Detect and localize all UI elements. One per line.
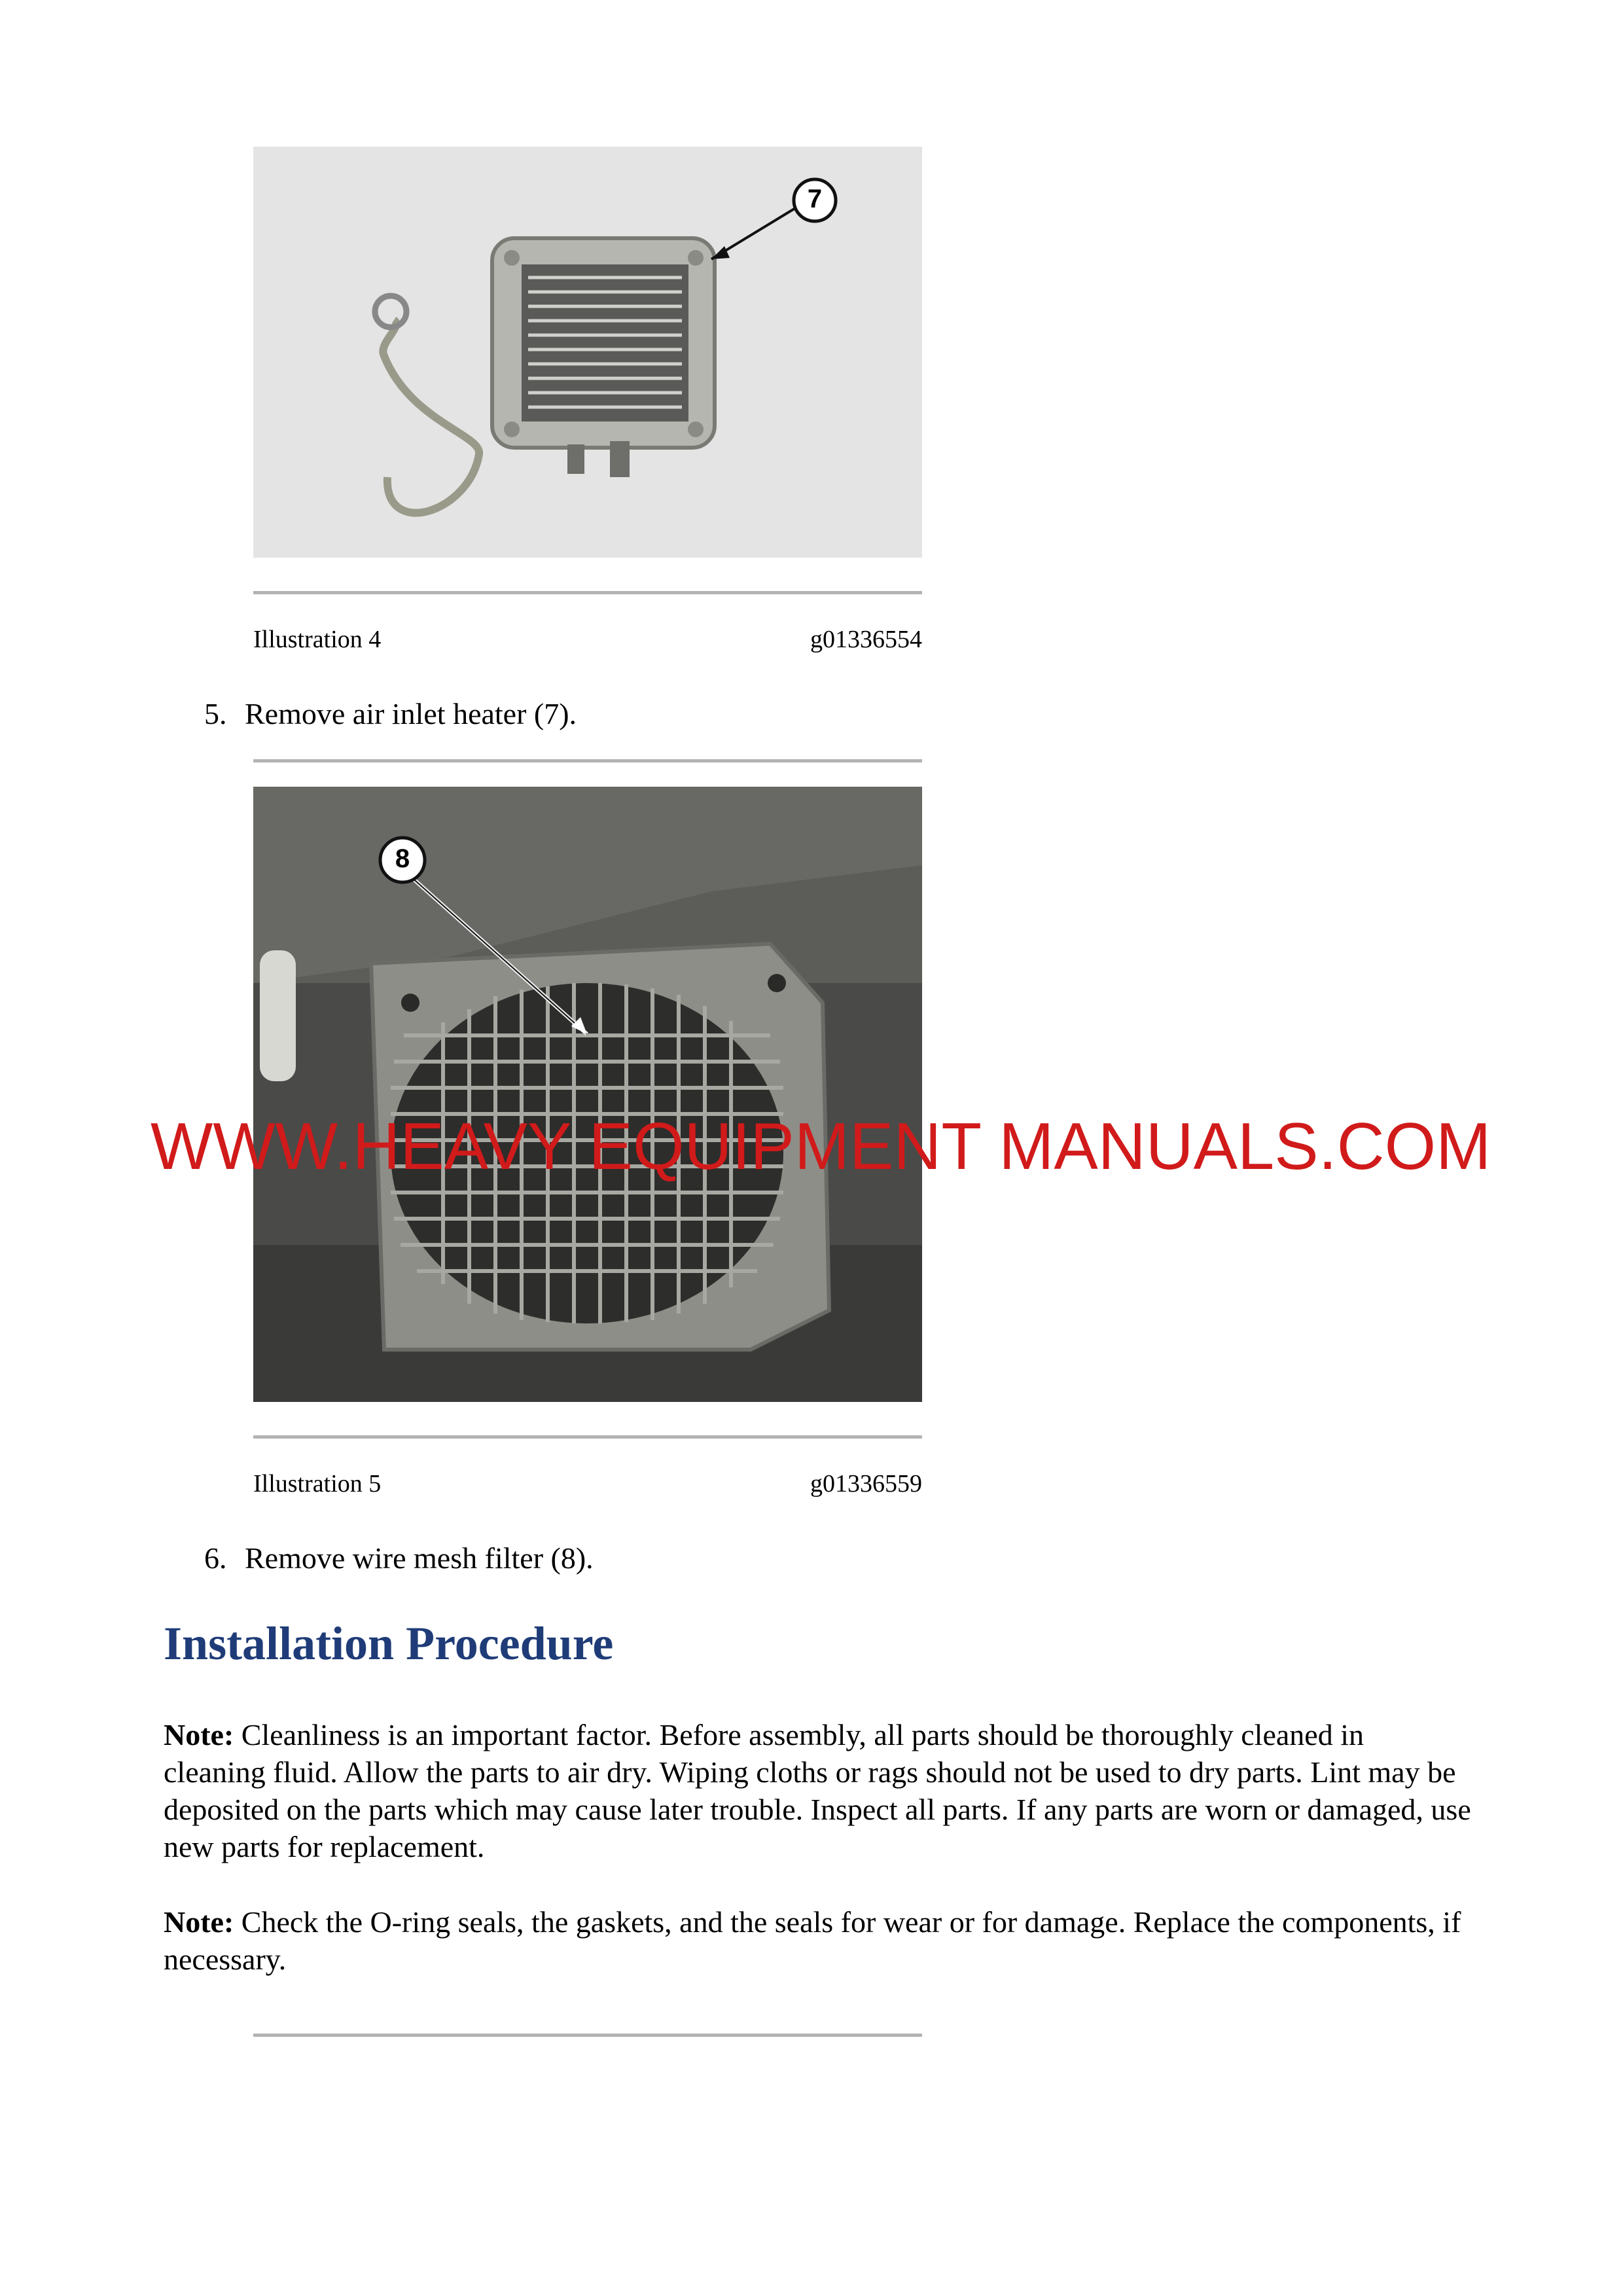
watermark: WWW.HEAVY EQUIPMENT MANUALS.COM: [151, 1110, 1491, 1183]
illustration-5-code: g01336559: [810, 1470, 922, 1498]
rule-above-caption-5: [253, 1435, 922, 1439]
note-cleanliness-label: Note:: [164, 1718, 234, 1751]
illustration-5-label: Illustration 5: [253, 1470, 382, 1498]
note-cleanliness-text: Cleanliness is an important factor. Before assembly, all parts should be thoroughly cleaned in cleaning fluid. Allow the parts to air dry. Wiping cloths or rags should not be used to dry parts. Lint may be deposited on the parts which may cause later trouble. Inspect all parts. If any parts are worn or damaged, use new parts for replacement.: [164, 1718, 1471, 1863]
section-heading: Installation Procedure: [164, 1617, 614, 1670]
callout-8-label: 8: [395, 844, 410, 873]
illustration-5-photo: [253, 787, 922, 1402]
note-seals-text: Check the O-ring seals, the gaskets, and the seals for wear or for damage. Replace the components, if necessary.: [164, 1905, 1461, 1976]
rule-above-illustration-5: [253, 759, 922, 762]
note-seals-label: Note:: [164, 1905, 234, 1939]
step-6-text: Remove wire mesh filter (8).: [245, 1541, 594, 1575]
step-6: [204, 1541, 594, 1575]
step-5: [204, 696, 577, 731]
callout-7-label: 7: [807, 185, 823, 213]
step-5-number: 5.: [204, 697, 227, 730]
step-6-number: 6.: [204, 1541, 227, 1575]
illustration-4-photo: [253, 147, 922, 558]
rule-above-caption-4: [253, 591, 922, 594]
rule-bottom: [253, 2034, 922, 2037]
note-seals: [164, 1903, 1472, 1978]
illustration-4-code: g01336554: [810, 626, 922, 653]
illustration-4-label: Illustration 4: [253, 626, 382, 653]
wire-mesh-filter-image: [253, 787, 922, 1402]
step-5-text: Remove air inlet heater (7).: [245, 697, 577, 730]
note-cleanliness: [164, 1716, 1472, 1865]
